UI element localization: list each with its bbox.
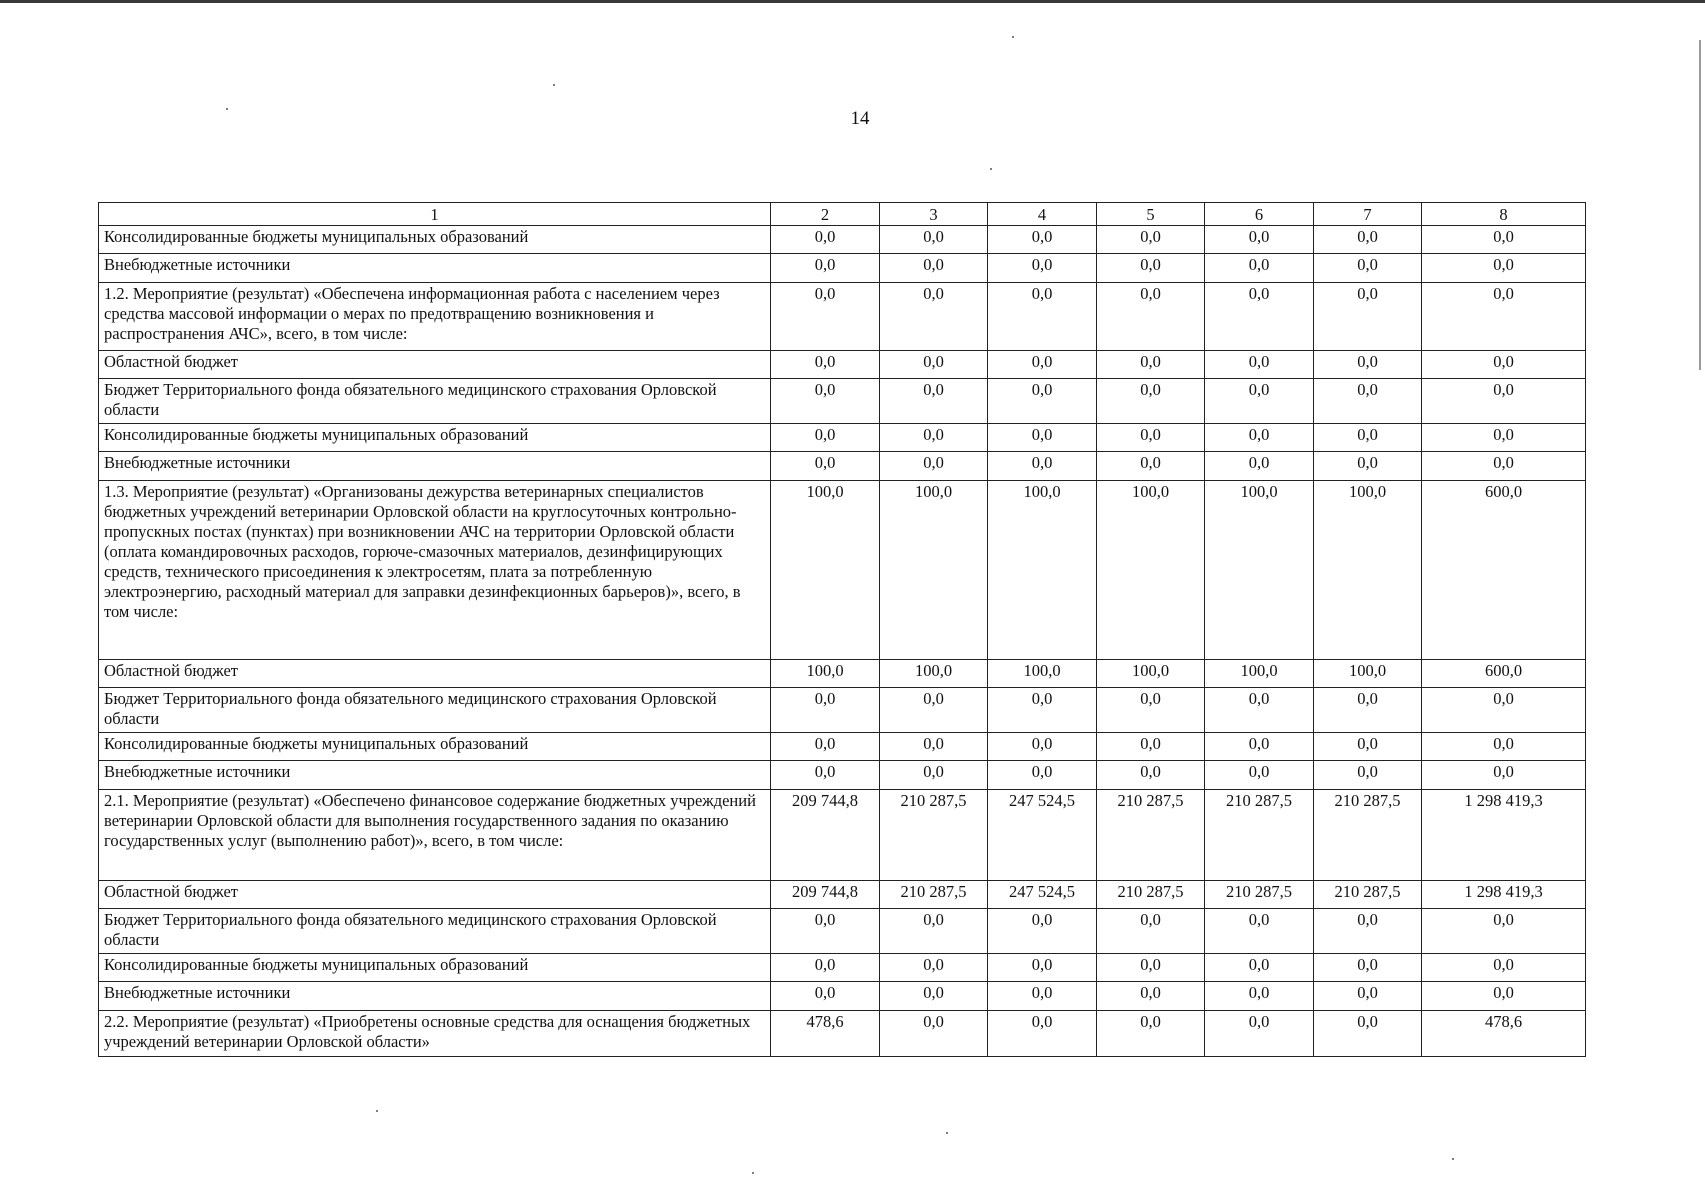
scan-speck bbox=[752, 1172, 754, 1174]
scan-speck bbox=[1452, 1158, 1454, 1160]
value-cell: 0,0 bbox=[880, 982, 988, 1011]
scan-speck bbox=[946, 1132, 948, 1134]
value-cell: 0,0 bbox=[1422, 909, 1586, 954]
value-cell: 0,0 bbox=[1097, 909, 1205, 954]
value-cell: 0,0 bbox=[988, 954, 1097, 982]
value-cell: 0,0 bbox=[988, 226, 1097, 254]
value-cell: 100,0 bbox=[771, 481, 880, 660]
header-cell: 5 bbox=[1097, 203, 1205, 226]
table-row bbox=[99, 790, 1586, 881]
scan-speck bbox=[226, 108, 228, 110]
value-cell: 0,0 bbox=[1097, 424, 1205, 452]
table-row bbox=[99, 424, 1586, 452]
row-label: Бюджет Территориального фонда обязательного медицинского страхования Орловской области bbox=[99, 379, 771, 424]
value-cell: 247 524,5 bbox=[988, 790, 1097, 881]
value-cell: 0,0 bbox=[1314, 424, 1422, 452]
table-row bbox=[99, 452, 1586, 481]
row-label: Внебюджетные источники bbox=[99, 254, 771, 283]
value-cell: 0,0 bbox=[1314, 351, 1422, 379]
value-cell: 0,0 bbox=[880, 424, 988, 452]
table-row bbox=[99, 688, 1586, 733]
value-cell: 100,0 bbox=[988, 660, 1097, 688]
value-cell: 478,6 bbox=[771, 1011, 880, 1057]
value-cell: 0,0 bbox=[880, 954, 988, 982]
value-cell: 0,0 bbox=[1097, 733, 1205, 761]
row-label: Бюджет Территориального фонда обязательного медицинского страхования Орловской области bbox=[99, 688, 771, 733]
value-cell: 0,0 bbox=[880, 379, 988, 424]
scan-speck bbox=[553, 84, 555, 86]
row-label: Областной бюджет bbox=[99, 881, 771, 909]
value-cell: 0,0 bbox=[988, 1011, 1097, 1057]
value-cell: 100,0 bbox=[771, 660, 880, 688]
value-cell: 0,0 bbox=[1314, 909, 1422, 954]
value-cell: 0,0 bbox=[1422, 379, 1586, 424]
value-cell: 0,0 bbox=[880, 351, 988, 379]
value-cell: 100,0 bbox=[1314, 660, 1422, 688]
value-cell: 0,0 bbox=[988, 283, 1097, 351]
table-row bbox=[99, 881, 1586, 909]
value-cell: 0,0 bbox=[1097, 452, 1205, 481]
value-cell: 0,0 bbox=[988, 733, 1097, 761]
value-cell: 0,0 bbox=[1422, 954, 1586, 982]
row-label: 1.3. Мероприятие (результат) «Организованы дежурства ветеринарных специалистов бюджетных учреждений ветеринарии Орловской области на круглосуточных контрольно-пропускных постах (пунктах) при возникновении АЧС на территории Орловской области (оплата командировочных расходов, горюче-смазочных материалов, дезинфицирующих средств, технического присоединения к электросетям, плата за потребленную электроэнергию, расходный материал для заправки дезинфекционных барьеров)», всего, в том числе: bbox=[99, 481, 771, 660]
table-row bbox=[99, 909, 1586, 954]
value-cell: 0,0 bbox=[1097, 283, 1205, 351]
value-cell: 210 287,5 bbox=[880, 881, 988, 909]
value-cell: 0,0 bbox=[771, 733, 880, 761]
value-cell: 600,0 bbox=[1422, 660, 1586, 688]
header-cell: 4 bbox=[988, 203, 1097, 226]
value-cell: 0,0 bbox=[771, 954, 880, 982]
value-cell: 0,0 bbox=[1422, 226, 1586, 254]
table-row bbox=[99, 761, 1586, 790]
value-cell: 0,0 bbox=[1205, 424, 1314, 452]
value-cell: 0,0 bbox=[771, 379, 880, 424]
value-cell: 100,0 bbox=[1097, 660, 1205, 688]
row-label: Консолидированные бюджеты муниципальных образований bbox=[99, 424, 771, 452]
scan-speck bbox=[376, 1110, 378, 1112]
value-cell: 1 298 419,3 bbox=[1422, 790, 1586, 881]
value-cell: 0,0 bbox=[1205, 1011, 1314, 1057]
value-cell: 0,0 bbox=[1097, 379, 1205, 424]
table-row bbox=[99, 1011, 1586, 1057]
value-cell: 0,0 bbox=[1205, 982, 1314, 1011]
value-cell: 600,0 bbox=[1422, 481, 1586, 660]
value-cell: 0,0 bbox=[988, 424, 1097, 452]
value-cell: 478,6 bbox=[1422, 1011, 1586, 1057]
value-cell: 0,0 bbox=[1314, 982, 1422, 1011]
value-cell: 0,0 bbox=[771, 688, 880, 733]
value-cell: 0,0 bbox=[1097, 1011, 1205, 1057]
value-cell: 100,0 bbox=[880, 660, 988, 688]
value-cell: 0,0 bbox=[988, 351, 1097, 379]
value-cell: 0,0 bbox=[880, 1011, 988, 1057]
table-row bbox=[99, 481, 1586, 660]
value-cell: 100,0 bbox=[880, 481, 988, 660]
row-label: Консолидированные бюджеты муниципальных образований bbox=[99, 954, 771, 982]
value-cell: 100,0 bbox=[988, 481, 1097, 660]
value-cell: 0,0 bbox=[1205, 954, 1314, 982]
value-cell: 0,0 bbox=[1314, 283, 1422, 351]
value-cell: 210 287,5 bbox=[1097, 790, 1205, 881]
value-cell: 0,0 bbox=[1422, 733, 1586, 761]
value-cell: 0,0 bbox=[1422, 688, 1586, 733]
row-label: Внебюджетные источники bbox=[99, 761, 771, 790]
value-cell: 0,0 bbox=[988, 452, 1097, 481]
row-label: Областной бюджет bbox=[99, 351, 771, 379]
value-cell: 0,0 bbox=[880, 254, 988, 283]
scan-speck bbox=[990, 168, 992, 170]
top-border-line bbox=[0, 0, 1705, 3]
header-cell: 2 bbox=[771, 203, 880, 226]
value-cell: 0,0 bbox=[1097, 226, 1205, 254]
value-cell: 0,0 bbox=[1314, 452, 1422, 481]
value-cell: 0,0 bbox=[1422, 424, 1586, 452]
value-cell: 209 744,8 bbox=[771, 790, 880, 881]
value-cell: 0,0 bbox=[1314, 226, 1422, 254]
value-cell: 0,0 bbox=[988, 761, 1097, 790]
value-cell: 0,0 bbox=[880, 761, 988, 790]
table-row bbox=[99, 379, 1586, 424]
table-row bbox=[99, 226, 1586, 254]
value-cell: 210 287,5 bbox=[1205, 790, 1314, 881]
row-label: Консолидированные бюджеты муниципальных образований bbox=[99, 226, 771, 254]
table-row bbox=[99, 733, 1586, 761]
row-label: 2.2. Мероприятие (результат) «Приобретены основные средства для оснащения бюджетных учреждений ветеринарии Орловской области» bbox=[99, 1011, 771, 1057]
value-cell: 0,0 bbox=[1314, 1011, 1422, 1057]
table-row bbox=[99, 351, 1586, 379]
value-cell: 100,0 bbox=[1097, 481, 1205, 660]
header-cell: 1 bbox=[99, 203, 771, 226]
table-body bbox=[99, 203, 1586, 1057]
value-cell: 100,0 bbox=[1314, 481, 1422, 660]
value-cell: 0,0 bbox=[988, 254, 1097, 283]
table-row bbox=[99, 982, 1586, 1011]
value-cell: 0,0 bbox=[1205, 733, 1314, 761]
value-cell: 0,0 bbox=[771, 761, 880, 790]
value-cell: 0,0 bbox=[1097, 761, 1205, 790]
row-label: Бюджет Территориального фонда обязательного медицинского страхования Орловской области bbox=[99, 909, 771, 954]
table-row bbox=[99, 954, 1586, 982]
right-edge-line bbox=[1699, 40, 1701, 370]
value-cell: 0,0 bbox=[880, 909, 988, 954]
value-cell: 0,0 bbox=[771, 452, 880, 481]
value-cell: 0,0 bbox=[1205, 351, 1314, 379]
value-cell: 0,0 bbox=[1097, 351, 1205, 379]
page-number: 14 bbox=[850, 108, 870, 129]
header-cell: 8 bbox=[1422, 203, 1586, 226]
value-cell: 0,0 bbox=[1097, 982, 1205, 1011]
value-cell: 0,0 bbox=[771, 283, 880, 351]
header-row bbox=[99, 203, 1586, 226]
value-cell: 0,0 bbox=[771, 254, 880, 283]
value-cell: 247 524,5 bbox=[988, 881, 1097, 909]
value-cell: 0,0 bbox=[988, 909, 1097, 954]
row-label: 1.2. Мероприятие (результат) «Обеспечена информационная работа с населением через средства массовой информации о мерах по предотвращению возникновения и распространения АЧС», всего, в том числе: bbox=[99, 283, 771, 351]
value-cell: 0,0 bbox=[1097, 254, 1205, 283]
value-cell: 0,0 bbox=[771, 982, 880, 1011]
row-label: 2.1. Мероприятие (результат) «Обеспечено финансовое содержание бюджетных учреждений ветеринарии Орловской области для выполнения государственного задания по оказанию государственных услуг (выполнению работ)», всего, в том числе: bbox=[99, 790, 771, 881]
value-cell: 0,0 bbox=[1422, 351, 1586, 379]
value-cell: 0,0 bbox=[771, 909, 880, 954]
value-cell: 0,0 bbox=[1205, 688, 1314, 733]
row-label: Областной бюджет bbox=[99, 660, 771, 688]
value-cell: 0,0 bbox=[1205, 226, 1314, 254]
value-cell: 0,0 bbox=[771, 351, 880, 379]
value-cell: 210 287,5 bbox=[1097, 881, 1205, 909]
value-cell: 100,0 bbox=[1205, 481, 1314, 660]
value-cell: 210 287,5 bbox=[880, 790, 988, 881]
value-cell: 0,0 bbox=[880, 688, 988, 733]
header-cell: 6 bbox=[1205, 203, 1314, 226]
value-cell: 0,0 bbox=[1097, 688, 1205, 733]
value-cell: 0,0 bbox=[1314, 733, 1422, 761]
row-label: Внебюджетные источники bbox=[99, 982, 771, 1011]
scan-speck bbox=[1012, 36, 1014, 38]
value-cell: 0,0 bbox=[1205, 283, 1314, 351]
value-cell: 0,0 bbox=[988, 982, 1097, 1011]
value-cell: 0,0 bbox=[1205, 452, 1314, 481]
value-cell: 0,0 bbox=[1314, 688, 1422, 733]
value-cell: 0,0 bbox=[1314, 379, 1422, 424]
value-cell: 0,0 bbox=[1422, 452, 1586, 481]
table-row bbox=[99, 283, 1586, 351]
value-cell: 0,0 bbox=[880, 733, 988, 761]
value-cell: 0,0 bbox=[1314, 254, 1422, 283]
header-cell: 3 bbox=[880, 203, 988, 226]
value-cell: 0,0 bbox=[1314, 761, 1422, 790]
value-cell: 0,0 bbox=[1422, 982, 1586, 1011]
budget-table bbox=[98, 202, 1586, 1057]
value-cell: 210 287,5 bbox=[1314, 790, 1422, 881]
value-cell: 210 287,5 bbox=[1205, 881, 1314, 909]
value-cell: 1 298 419,3 bbox=[1422, 881, 1586, 909]
value-cell: 0,0 bbox=[988, 379, 1097, 424]
value-cell: 0,0 bbox=[1205, 379, 1314, 424]
value-cell: 0,0 bbox=[1422, 254, 1586, 283]
table-row bbox=[99, 660, 1586, 688]
value-cell: 0,0 bbox=[1314, 954, 1422, 982]
value-cell: 0,0 bbox=[1205, 254, 1314, 283]
row-label: Внебюджетные источники bbox=[99, 452, 771, 481]
row-label: Консолидированные бюджеты муниципальных образований bbox=[99, 733, 771, 761]
table-row bbox=[99, 254, 1586, 283]
value-cell: 0,0 bbox=[1422, 761, 1586, 790]
value-cell: 0,0 bbox=[880, 283, 988, 351]
value-cell: 0,0 bbox=[880, 452, 988, 481]
value-cell: 0,0 bbox=[771, 424, 880, 452]
value-cell: 0,0 bbox=[1422, 283, 1586, 351]
value-cell: 0,0 bbox=[1097, 954, 1205, 982]
value-cell: 0,0 bbox=[880, 226, 988, 254]
value-cell: 210 287,5 bbox=[1314, 881, 1422, 909]
value-cell: 0,0 bbox=[1205, 909, 1314, 954]
value-cell: 0,0 bbox=[988, 688, 1097, 733]
value-cell: 209 744,8 bbox=[771, 881, 880, 909]
value-cell: 100,0 bbox=[1205, 660, 1314, 688]
header-cell: 7 bbox=[1314, 203, 1422, 226]
value-cell: 0,0 bbox=[1205, 761, 1314, 790]
value-cell: 0,0 bbox=[771, 226, 880, 254]
